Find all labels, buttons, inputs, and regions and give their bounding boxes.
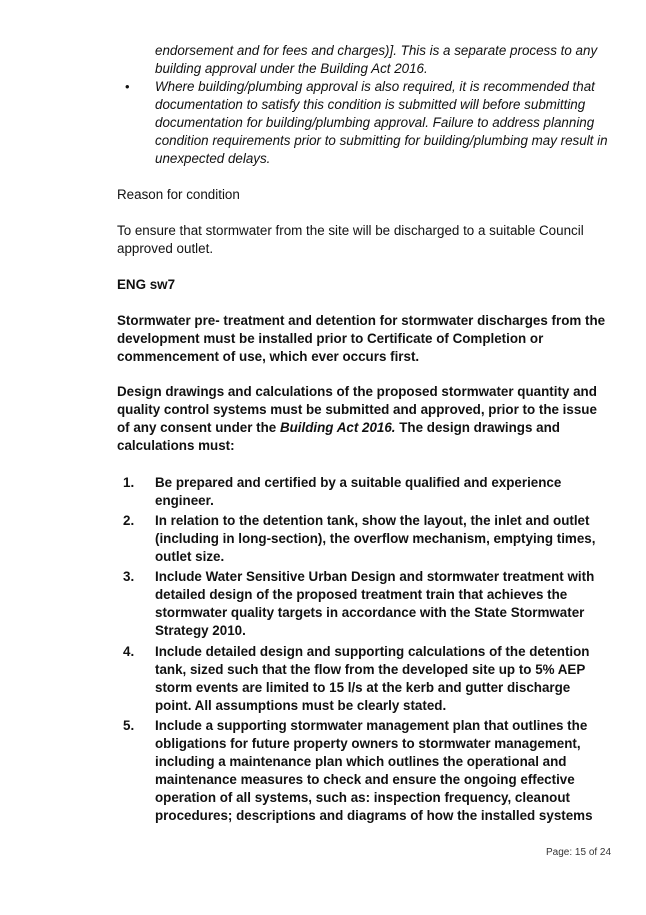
bullet-note: Where building/plumbing approval is also required, it is recommended that documentation to satisfy this condition is submitted will before submitting documentation for building/plumbing approval. Failure to address planning condition requirements prior to submitting for building/plumbing may result in unexpected delays.	[155, 79, 608, 166]
item-number: 3.	[123, 569, 135, 584]
design-text-part2: The design drawings and calculations must:	[117, 420, 560, 453]
item-number: 2.	[123, 513, 135, 528]
continued-note: endorsement and for fees and charges)]. This is a separate process to any building approval under the Building Act 2016.	[155, 43, 598, 76]
page-number: Page: 15 of 24	[546, 847, 612, 858]
reason-text: To ensure that stormwater from the site will be discharged to a suitable Council approved outlet.	[117, 223, 584, 256]
reason-heading: Reason for condition	[117, 187, 240, 202]
bullet-marker: •	[125, 79, 130, 94]
list-item: Include Water Sensitive Urban Design and stormwater treatment with detailed design of the proposed treatment train that achieves the stormwater quality targets in accordance with the State Stormwater Strategy 2010.	[155, 569, 595, 638]
condition-code: ENG sw7	[117, 277, 176, 292]
list-item: In relation to the detention tank, show the layout, the inlet and outlet (including in long-section), the overflow mechanism, emptying times, outlet size.	[155, 513, 596, 564]
list-item: Include detailed design and supporting calculations of the detention tank, sized such that the flow from the developed site up to 5% AEP storm events are limited to 15 l/s at the kerb and gutter discharge point. All assumptions must be clearly stated.	[155, 644, 590, 713]
item-number: 1.	[123, 475, 135, 490]
building-act-reference: Building Act 2016.	[279, 420, 396, 435]
condition-intro: Stormwater pre- treatment and detention for stormwater discharges from the development must be installed prior to Certificate of Completion or commencement of use, which ever occurs first.	[117, 313, 606, 364]
design-paragraph	[117, 383, 612, 455]
list-item: Be prepared and certified by a suitable qualified and experience engineer.	[155, 475, 562, 508]
item-number: 4.	[123, 644, 135, 659]
list-item: Include a supporting stormwater management plan that outlines the obligations for future property owners to stormwater management, including a maintenance plan which outlines the operational and maintenance measures to check and ensure the ongoing effective operation of all systems, such as: inspection frequency, cleanout procedures; descriptions and diagrams of how the installed systems	[155, 718, 593, 823]
design-text-part1: Design drawings and calculations of the proposed stormwater quantity and quality control systems must be submitted and approved, prior to the issue of any consent under the	[117, 384, 597, 435]
item-number: 5.	[123, 718, 135, 733]
